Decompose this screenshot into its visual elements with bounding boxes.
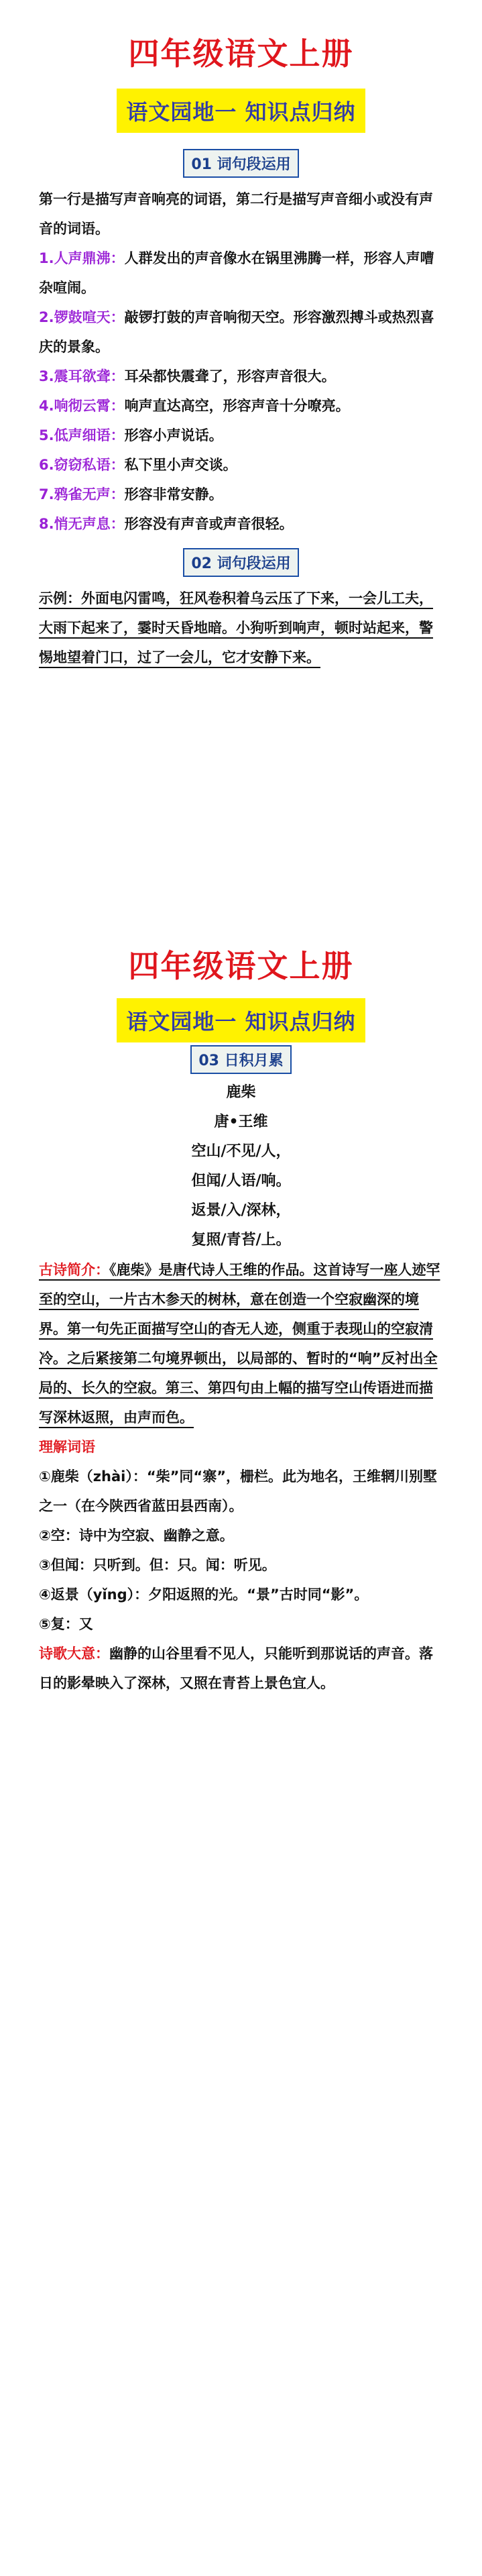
section-badge: 03 日积月累 bbox=[190, 1045, 291, 1074]
section-poem bbox=[0, 926, 482, 2576]
intro-body: 《鹿柴》是唐代诗人王维的作品。这首诗写一座人迹罕至的空山，一片古木参天的树林，意在创造一个空寂幽深的境界。第一句先正面描写空山的杳无人迹，侧重于表现山的空寂清冷。之后紧接第二句境界顿出，以局部的、暂时的“响”反衬出全局的、长久的空寂。第三、第四句由上幅的描写空山传语进而描写深林返照，由声而色。 bbox=[39, 1262, 440, 1426]
term-definition: 响声直达高空，形容声音十分嘹亮。 bbox=[124, 398, 350, 414]
term-label: 5.低声细语： bbox=[39, 427, 125, 443]
poem-line: 复照/青苔/上。 bbox=[191, 1232, 291, 1248]
vocab-item: ④返景（yǐng）：夕阳返照的光。“景”古时同“影”。 bbox=[39, 1587, 369, 1603]
term-definition: 耳朵都快震聋了，形容声音很大。 bbox=[124, 368, 336, 384]
subtitle-banner: 语文园地一 知识点归纳 bbox=[117, 998, 365, 1042]
poem-line: 但闻/人语/响。 bbox=[191, 1173, 291, 1189]
term-label: 7.鸦雀无声： bbox=[39, 486, 125, 502]
term-definition: 人群发出的声音像水在锅里沸腾一样，形容人声嘈杂喧闹。 bbox=[39, 250, 434, 296]
vocab-item: ②空：诗中为空寂、幽静之意。 bbox=[39, 1527, 234, 1544]
term-item bbox=[39, 303, 443, 362]
page-title: 四年级语文上册 bbox=[128, 948, 354, 984]
intro-text: 第一行是描写声音响亮的词语，第二行是描写声音细小或没有声音的词语。 bbox=[39, 191, 433, 237]
term-definition: 形容没有声音或声音很轻。 bbox=[124, 516, 294, 532]
section-word-usage bbox=[0, 0, 482, 926]
poem-line: 空山/不见/人， bbox=[191, 1143, 291, 1160]
intro-label: 古诗简介： bbox=[39, 1262, 109, 1278]
term-item bbox=[39, 480, 443, 509]
vocab-item: ①鹿柴（zhài）：“柴”同“寨”，栅栏。此为地名，王维辋川别墅之一（在今陕西省蓝田县西南）。 bbox=[39, 1468, 438, 1514]
term-item bbox=[39, 244, 443, 303]
term-label: 3.震耳欲聋： bbox=[39, 368, 125, 384]
page-title: 四年级语文上册 bbox=[128, 36, 354, 72]
section-badge: 01 词句段运用 bbox=[183, 149, 298, 178]
vocab-item: ③但闻：只听到。但：只。闻：听见。 bbox=[39, 1557, 276, 1573]
term-label: 1.人声鼎沸： bbox=[39, 250, 125, 266]
poem-line: 返景/入/深林， bbox=[191, 1202, 291, 1219]
vocab-heading: 理解词语 bbox=[39, 1439, 95, 1455]
subtitle-wrap bbox=[0, 89, 482, 133]
term-definition: 形容小声说话。 bbox=[124, 427, 223, 443]
vocab-item: ⑤复：又 bbox=[39, 1616, 93, 1632]
meaning-label: 诗歌大意： bbox=[39, 1646, 109, 1662]
term-item bbox=[39, 362, 443, 391]
subtitle-wrap bbox=[0, 998, 482, 1042]
subtitle-banner: 语文园地一 知识点归纳 bbox=[117, 89, 365, 133]
term-label: 8.悄无声息： bbox=[39, 516, 125, 532]
term-item bbox=[39, 509, 443, 539]
poem-title: 鹿柴 bbox=[226, 1084, 256, 1101]
poem-intro bbox=[39, 1255, 443, 1432]
term-label: 6.窃窃私语： bbox=[39, 457, 125, 473]
term-definition: 形容非常安静。 bbox=[124, 486, 223, 502]
section-badge: 02 词句段运用 bbox=[183, 548, 298, 577]
poem-meaning bbox=[39, 1639, 443, 1698]
term-definition: 私下里小声交谈。 bbox=[124, 457, 237, 473]
badge-wrap bbox=[0, 548, 482, 577]
badge-wrap bbox=[0, 1045, 482, 1074]
badge-wrap bbox=[0, 149, 482, 178]
term-definition: 敲锣打鼓的声音响彻天空。形容激烈搏斗或热烈喜庆的景象。 bbox=[39, 309, 434, 355]
meaning-body: 幽静的山谷里看不见人，只能听到那说话的声音。落日的影晕映入了深林，又照在青苔上景色宜人。 bbox=[39, 1646, 433, 1691]
term-item bbox=[39, 450, 443, 480]
poem-author: 唐•王维 bbox=[214, 1114, 268, 1130]
example-text: 示例：外面电闪雷鸣，狂风卷积着乌云压了下来，一会儿工夫，大雨下起来了，霎时天昏地暗。小狗听到响声，顿时站起来，警惕地望着门口，过了一会儿，它才安静下来。 bbox=[39, 590, 433, 665]
term-item bbox=[39, 421, 443, 450]
term-label: 4.响彻云霄： bbox=[39, 398, 125, 414]
term-item bbox=[39, 391, 443, 421]
term-label: 2.锣鼓喧天： bbox=[39, 309, 125, 325]
